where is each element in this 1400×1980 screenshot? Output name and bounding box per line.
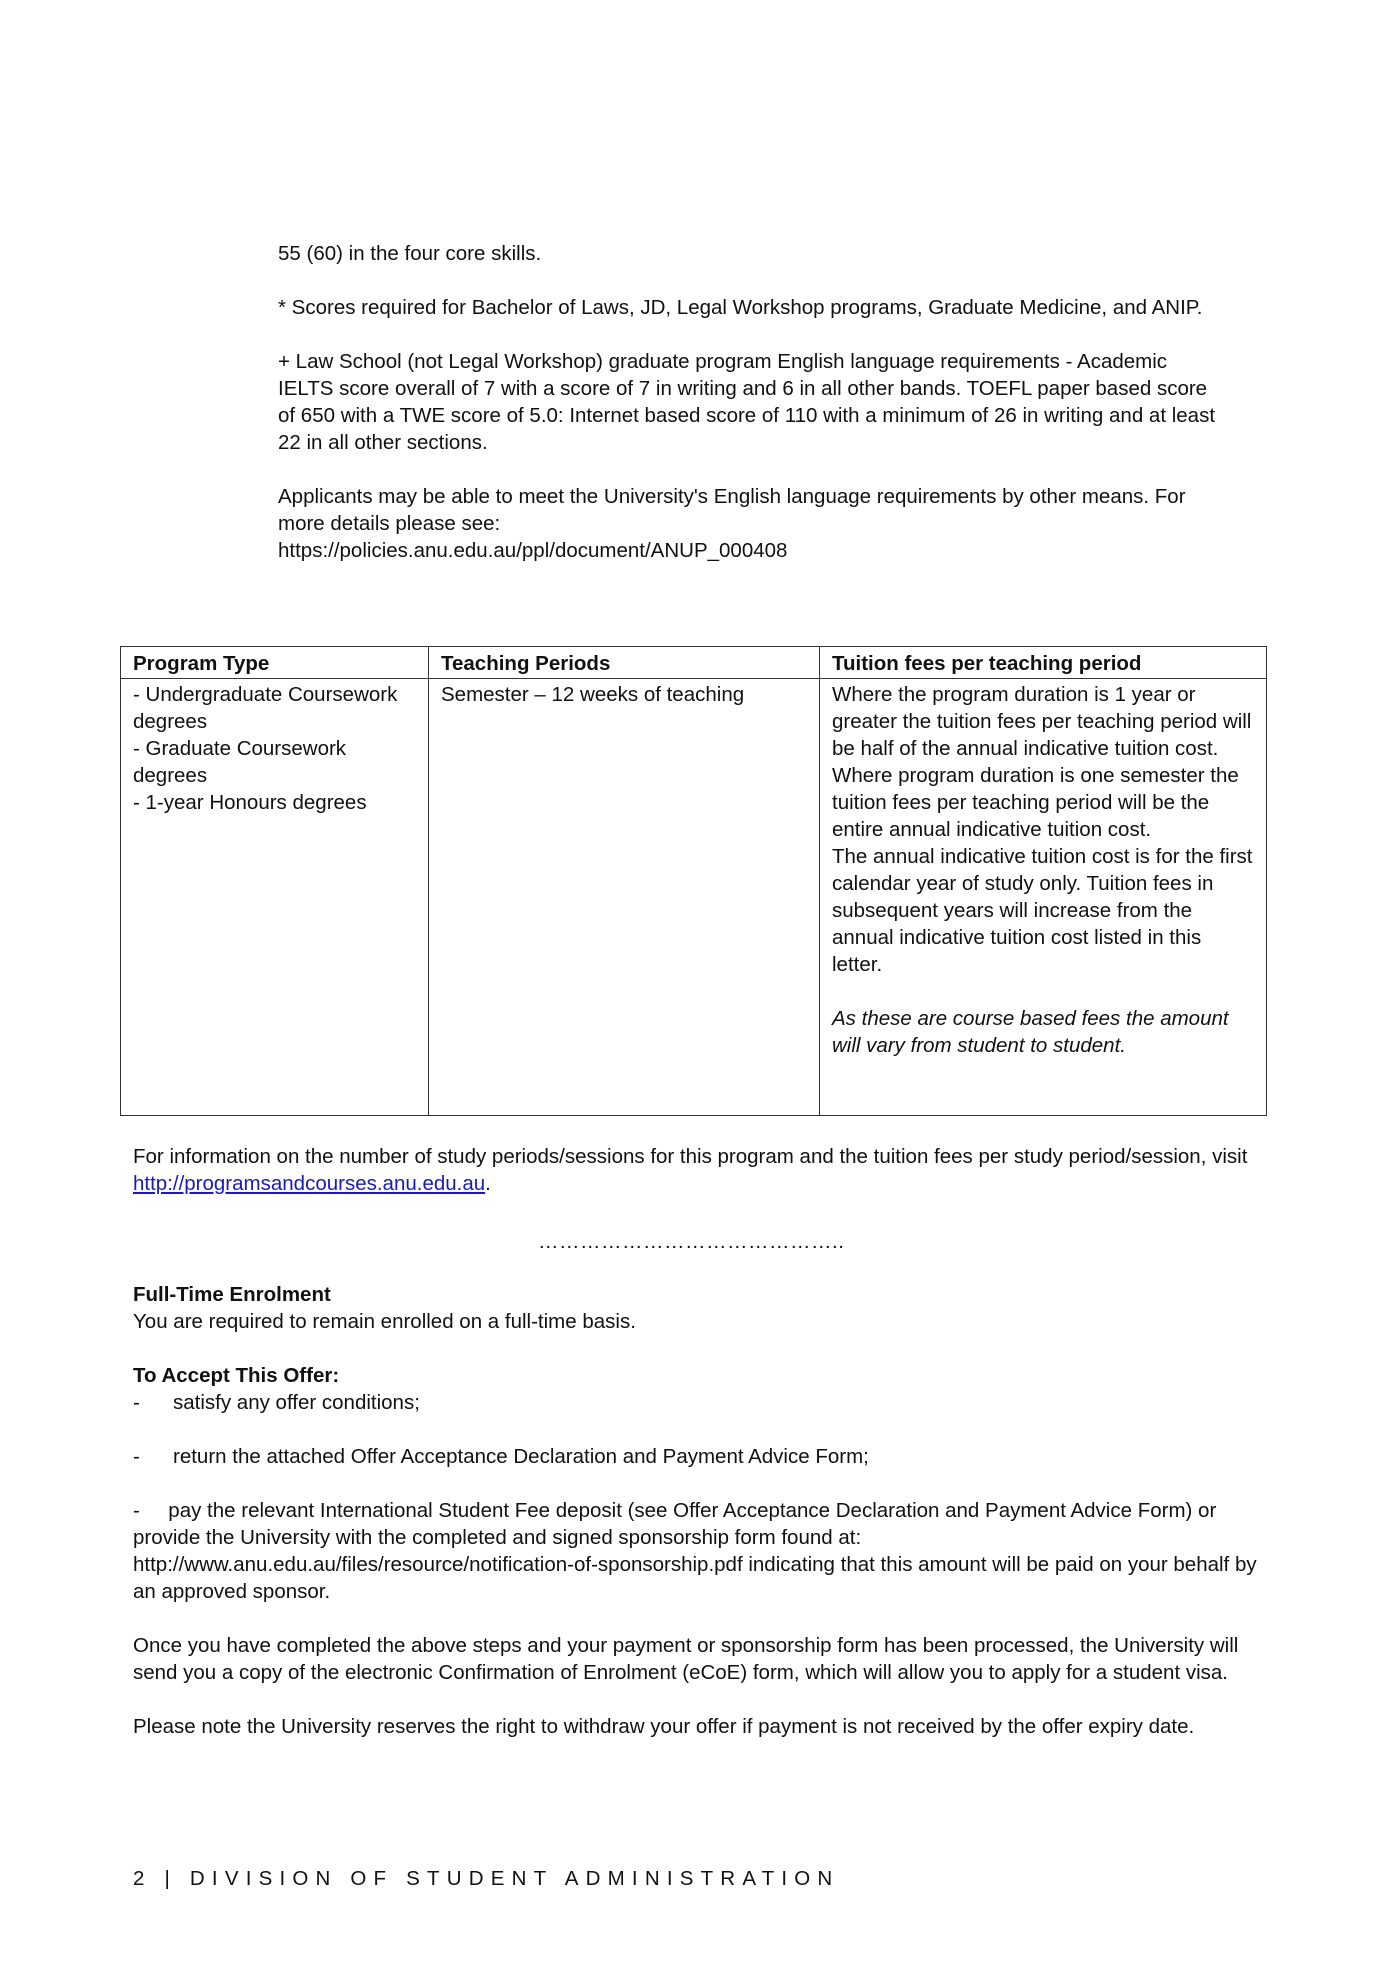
- header-tuition-fees: Tuition fees per teaching period: [820, 647, 1267, 679]
- program-type-item: - Graduate Coursework degrees: [133, 737, 347, 787]
- law-school-note: + Law School (not Legal Workshop) graduate program English language requirements - Academic IELTS score overall of 7 with a score of 7 in writing and 6 in all other bands. TOEFL paper based score of 650 with a TWE score of 5.0: Internet based score of 110 with a minimum of 26 in writing and at least 22 in all other sections.: [278, 350, 1216, 454]
- section-separator: ……………………………………..: [538, 1230, 845, 1253]
- bullet-dash: -: [133, 1391, 140, 1414]
- page-footer: 2 | DIVISION OF STUDENT ADMINISTRATION: [133, 1867, 840, 1890]
- header-program-type: Program Type: [121, 647, 429, 679]
- fees-text-duration: Where the program duration is 1 year or greater the tuition fees per teaching period will be half of the annual indicative tuition cost. Where program duration is one semester the tuition fees per teaching period will be the entire annual indicative tuition cost.: [832, 683, 1252, 841]
- program-type-item: - 1-year Honours degrees: [133, 791, 367, 814]
- core-skills-line: 55 (60) in the four core skills.: [278, 242, 542, 265]
- accept-item-pay-deposit: - pay the relevant International Student Fee deposit (see Offer Acceptance Declaration and Payment Advice Form) or provide the University with the completed and signed sponsorship form found at: http://www.anu.edu.au/files/resource/notification-of-sponsorship.pdf indicating that this amount will be paid on your behalf by an approved sponsor.: [133, 1499, 1263, 1603]
- accept-offer-heading: To Accept This Offer:: [133, 1364, 340, 1387]
- teaching-period-cell: Semester – 12 weeks of teaching: [429, 679, 820, 1116]
- full-time-heading: Full-Time Enrolment: [133, 1283, 331, 1306]
- ecoe-note: Once you have completed the above steps and your payment or sponsorship form has been processed, the University will send you a copy of the electronic Confirmation of Enrolment (eCoE) form, which will allow you to apply for a student visa.: [133, 1634, 1239, 1684]
- offer-details-section: [133, 1281, 1273, 1740]
- table-row: [121, 679, 1267, 1116]
- header-teaching-periods: Teaching Periods: [429, 647, 820, 679]
- tuition-fees-table: [120, 646, 1267, 1116]
- bullet-dash: -: [133, 1445, 140, 1468]
- programs-courses-link[interactable]: http://programsandcourses.anu.edu.au: [133, 1172, 486, 1195]
- tuition-fees-cell: [820, 679, 1267, 1116]
- policy-url: https://policies.anu.edu.au/ppl/document/ANUP_000408: [278, 539, 788, 562]
- fees-text-annual: The annual indicative tuition cost is for the first calendar year of study only. Tuition fees in subsequent years will increase from the annual indicative tuition cost listed in this letter.: [832, 845, 1253, 976]
- list-item: [133, 1443, 1273, 1470]
- accept-item-conditions: satisfy any offer conditions;: [173, 1391, 420, 1414]
- fees-text-course-based: As these are course based fees the amount will vary from student to student.: [832, 1007, 1229, 1057]
- accept-item-return-form: return the attached Offer Acceptance Declaration and Payment Advice Form;: [173, 1445, 869, 1468]
- info-text-end: .: [485, 1172, 491, 1195]
- program-type-item: - Undergraduate Coursework degrees: [133, 683, 398, 733]
- list-item: [133, 1389, 1273, 1416]
- other-means-intro: Applicants may be able to meet the University's English language requirements by other means. For more details please see:: [278, 485, 1186, 535]
- english-requirements-section: [278, 240, 1218, 564]
- table-header-row: [121, 647, 1267, 679]
- info-text: For information on the number of study periods/sessions for this program and the tuition fees per study period/session, visit: [133, 1145, 1248, 1168]
- asterisk-note: * Scores required for Bachelor of Laws, JD, Legal Workshop programs, Graduate Medicine, and ANIP.: [278, 296, 1203, 319]
- programs-info-paragraph: [133, 1143, 1273, 1197]
- spacer: [832, 978, 1254, 1005]
- withdraw-offer-note: Please note the University reserves the right to withdraw your offer if payment is not received by the offer expiry date.: [133, 1715, 1195, 1738]
- full-time-text: You are required to remain enrolled on a full-time basis.: [133, 1310, 636, 1333]
- program-type-cell: [121, 679, 429, 1116]
